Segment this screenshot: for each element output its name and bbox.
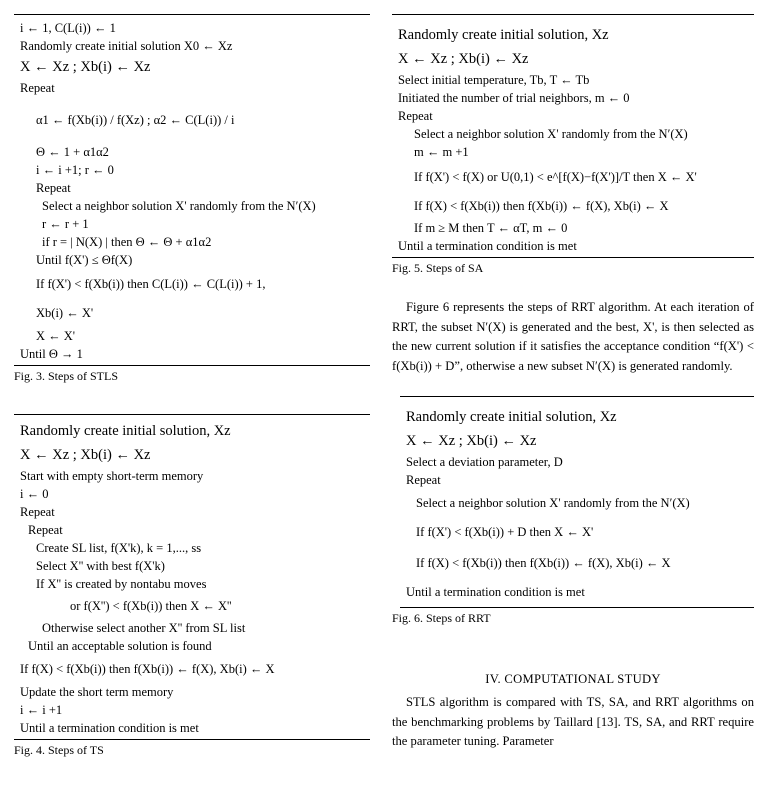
fig4-line-3: i ← 0	[20, 487, 49, 501]
left-column	[14, 0, 370, 758]
fig4-line-15: Until a termination condition is met	[20, 721, 199, 735]
fig4-line-12: If f(X) < f(Xb(i)) then f(Xb(i)) ← f(X), Xb(i) ← X	[20, 662, 275, 676]
fig3-line-6: i ← i +1; r ← 0	[36, 163, 114, 177]
fig5-line-4: Repeat	[398, 109, 433, 123]
fig3-line-3: Repeat	[20, 81, 55, 95]
fig6-algorithm-box	[400, 396, 754, 608]
fig4-line-5: Repeat	[28, 523, 63, 537]
fig3-line-9: r ← r + 1	[42, 217, 89, 231]
fig6-line-7: Until a termination condition is met	[406, 585, 585, 599]
fig5-algorithm-box	[392, 14, 754, 258]
fig3-line-15: Until Θ → 1	[20, 347, 83, 361]
fig5-line-0: Randomly create initial solution, Xz	[398, 27, 609, 43]
fig4-line-1: X ← Xz ; Xb(i) ← Xz	[20, 447, 151, 463]
fig4-line-11: Until an acceptable solution is found	[28, 639, 212, 653]
fig5-line-5: Select a neighbor solution X' randomly from the N′(X)	[414, 127, 688, 141]
fig4-line-4: Repeat	[20, 505, 55, 519]
right-column	[392, 0, 754, 752]
fig3-caption: Fig. 3. Steps of STLS	[14, 369, 119, 383]
fig6-line-1: X ← Xz ; Xb(i) ← Xz	[406, 433, 537, 449]
fig5-line-1: X ← Xz ; Xb(i) ← Xz	[398, 51, 529, 67]
fig4-caption: Fig. 4. Steps of TS	[14, 743, 104, 757]
fig3-line-14: X ← X'	[36, 329, 76, 343]
fig4-line-13: Update the short term memory	[20, 685, 174, 699]
fig3-line-11: Until f(X') ≤ Θf(X)	[36, 253, 133, 267]
fig6-line-0: Randomly create initial solution, Xz	[406, 409, 617, 425]
fig6-line-6: If f(X) < f(Xb(i)) then f(Xb(i)) ← f(X), Xb(i) ← X	[416, 556, 671, 570]
fig4-line-9: or f(X'') < f(Xb(i)) then X ← X''	[70, 599, 232, 613]
fig3-line-5: Θ ← 1 + α1α2	[36, 145, 109, 159]
fig6-line-4: Select a neighbor solution X' randomly from the N′(X)	[416, 496, 690, 510]
fig3-line-12: If f(X') < f(Xb(i)) then C(L(i)) ← C(L(i)) + 1,	[36, 277, 266, 291]
fig5-line-8: If f(X) < f(Xb(i)) then f(Xb(i)) ← f(X), Xb(i) ← X	[414, 199, 669, 213]
fig4-line-14: i ← i +1	[20, 703, 63, 717]
fig5-line-3: Initiated the number of trial neighbors, m ← 0	[398, 91, 630, 105]
fig6-caption: Fig. 6. Steps of RRT	[392, 611, 491, 625]
fig5-line-9: If m ≥ M then T ← αT, m ← 0	[414, 221, 568, 235]
fig4-algorithm-box	[14, 414, 370, 740]
fig5-line-6: m ← m +1	[414, 145, 469, 159]
fig4-line-8: If X'' is created by nontabu moves	[36, 577, 207, 591]
fig5-line-2: Select initial temperature, Tb, T ← Tb	[398, 73, 590, 87]
fig3-line-8: Select a neighbor solution X' randomly from the N′(X)	[42, 199, 316, 213]
fig3-line-0: i ← 1, C(L(i)) ← 1	[20, 21, 116, 35]
fig3-algorithm-box	[14, 14, 370, 366]
section-heading: IV. COMPUTATIONAL STUDY	[485, 672, 661, 686]
fig6-line-2: Select a deviation parameter, D	[406, 455, 563, 469]
fig3-line-1: Randomly create initial solution X0 ← Xz	[20, 39, 233, 53]
fig3-line-7: Repeat	[36, 181, 71, 195]
fig3-line-13: Xb(i) ← X'	[36, 306, 94, 320]
fig6-line-3: Repeat	[406, 473, 441, 487]
rrt-description-paragraph: Figure 6 represents the steps of RRT algorithm. At each iteration of RRT, the subset N′(X) is generated and the best, X', is then selected as the new current solution if it satisfies the acceptance condition “f(X') < f(Xb(i)) + D”, otherwise a new subset N′(X) is generated randomly.	[392, 300, 754, 373]
fig4-line-0: Randomly create initial solution, Xz	[20, 423, 231, 439]
fig5-line-10: Until a termination condition is met	[398, 239, 577, 253]
fig3-line-10: if r = | N(X) | then Θ ← Θ + α1α2	[42, 235, 212, 249]
fig6-line-5: If f(X') < f(Xb(i)) + D then X ← X'	[416, 525, 594, 539]
fig3-line-2: X ← Xz ; Xb(i) ← Xz	[20, 59, 151, 75]
fig4-line-6: Create SL list, f(X'k), k = 1,..., ss	[36, 541, 202, 555]
fig4-line-10: Otherwise select another X'' from SL list	[42, 621, 246, 635]
fig4-line-2: Start with empty short-term memory	[20, 469, 204, 483]
fig5-caption: Fig. 5. Steps of SA	[392, 261, 484, 275]
fig5-line-7: If f(X') < f(X) or U(0,1) < e^[f(X)−f(X')]/T then X ← X'	[414, 170, 697, 184]
fig3-line-4: α1 ← f(Xb(i)) / f(Xz) ; α2 ← C(L(i)) / i	[36, 113, 235, 127]
fig4-line-7: Select X'' with best f(X'k)	[36, 559, 165, 573]
computational-study-paragraph: STLS algorithm is compared with TS, SA, and RRT algorithms on the benchmarking problems by Taillard [13]. TS, SA, and RRT require the parameter tuning. Parameter	[392, 695, 754, 748]
